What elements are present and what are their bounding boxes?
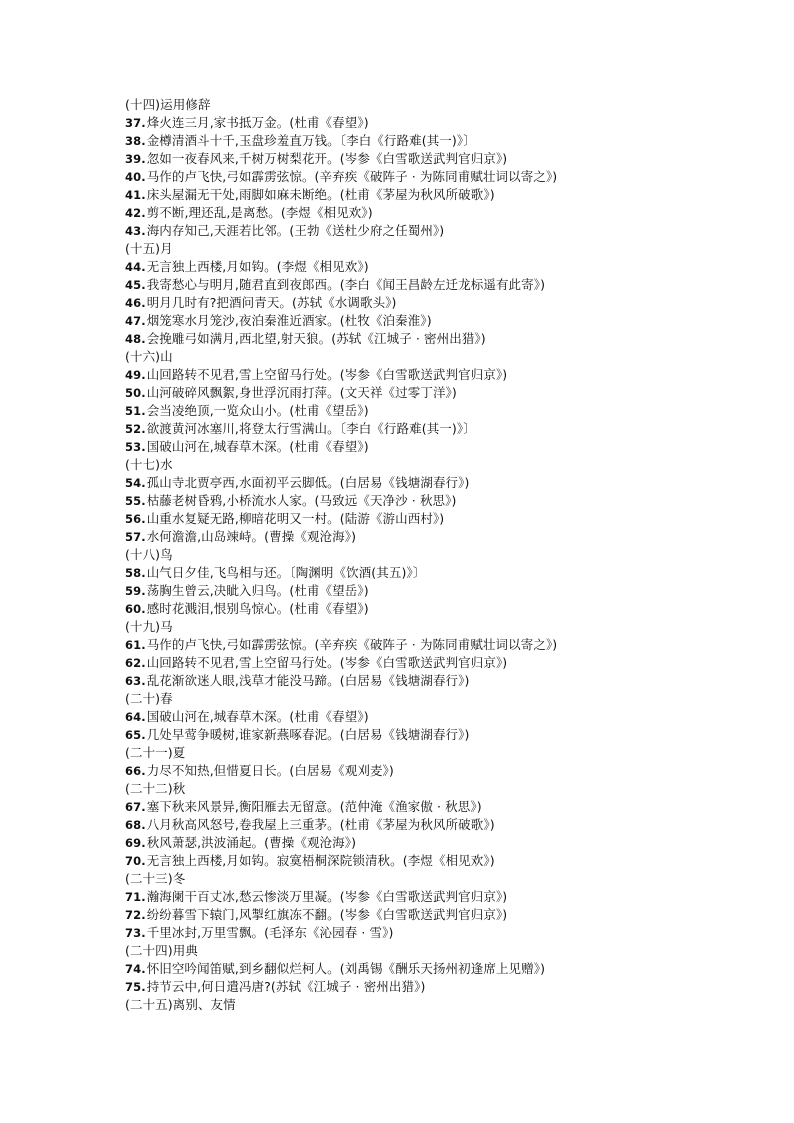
poem-line <box>125 438 765 456</box>
poem-line <box>125 258 765 276</box>
poem-line <box>125 906 765 924</box>
line-number: 57. <box>125 530 146 544</box>
section-heading: (二十)春 <box>125 691 173 706</box>
line-text: 欲渡黄河冰塞川,将登太行雪满山。〔李白《行路难(其一)》〕 <box>146 421 476 436</box>
poem-line <box>125 222 765 240</box>
poem-line <box>125 510 765 528</box>
poem-line <box>125 492 765 510</box>
line-number: 55. <box>125 494 146 508</box>
line-text: 烽火连三月,家书抵万金。(杜甫《春望》) <box>146 115 369 130</box>
line-number: 52. <box>125 422 146 436</box>
line-text: 床头屋漏无干处,雨脚如麻未断绝。(杜甫《茅屋为秋风所破歌》) <box>146 187 495 202</box>
poem-line <box>125 564 765 582</box>
line-number: 59. <box>125 584 146 598</box>
poem-line <box>125 366 765 384</box>
line-text: 持节云中,何日遣冯唐?(苏轼《江城子 · 密州出猎》) <box>146 979 426 994</box>
line-number: 66. <box>125 764 146 778</box>
poem-line <box>125 888 765 906</box>
line-number: 72. <box>125 908 146 922</box>
line-text: 会当凌绝顶,一览众山小。(杜甫《望岳》) <box>146 403 369 418</box>
poem-line <box>125 114 765 132</box>
line-number: 43. <box>125 224 146 238</box>
poem-line <box>125 672 765 690</box>
line-number: 74. <box>125 962 146 976</box>
line-text: 烟笼寒水月笼沙,夜泊秦淮近酒家。(杜牧《泊秦淮》) <box>146 313 432 328</box>
line-number: 71. <box>125 890 146 904</box>
poem-line <box>125 186 765 204</box>
line-text: 海内存知己,天涯若比邻。(王勃《送杜少府之任蜀州》) <box>146 223 445 238</box>
line-text: 山河破碎风飘絮,身世浮沉雨打萍。(文天祥《过零丁洋》) <box>146 385 457 400</box>
line-text: 明月几时有?把酒问青天。(苏轼《水调歌头》) <box>146 295 397 310</box>
line-number: 42. <box>125 206 146 220</box>
line-number: 47. <box>125 314 146 328</box>
poem-line <box>125 420 765 438</box>
line-number: 49. <box>125 368 146 382</box>
line-number: 68. <box>125 818 146 832</box>
line-number: 63. <box>125 674 146 688</box>
section-heading: (二十三)冬 <box>125 871 186 886</box>
poem-line <box>125 924 765 942</box>
line-number: 70. <box>125 854 146 868</box>
poem-line <box>125 276 765 294</box>
section-heading: (二十五)离别、友情 <box>125 997 236 1012</box>
line-number: 53. <box>125 440 146 454</box>
line-number: 46. <box>125 296 146 310</box>
section-heading: (十五)月 <box>125 241 173 256</box>
section-heading: (十七)水 <box>125 457 173 472</box>
line-number: 61. <box>125 638 146 652</box>
line-text: 千里冰封,万里雪飘。(毛泽东《沁园春 · 雪》) <box>146 925 394 940</box>
line-number: 56. <box>125 512 146 526</box>
line-text: 山回路转不见君,雪上空留马行处。(岑参《白雪歌送武判官归京》) <box>146 367 508 382</box>
line-text: 马作的卢飞快,弓如霹雳弦惊。(辛弃疾《破阵子 · 为陈同甫赋壮词以寄之》) <box>146 169 558 184</box>
poem-line <box>125 600 765 618</box>
line-number: 73. <box>125 926 146 940</box>
line-text: 瀚海阑干百丈冰,愁云惨淡万里凝。(岑参《白雪歌送武判官归京》) <box>146 889 508 904</box>
line-number: 37. <box>125 116 146 130</box>
line-number: 50. <box>125 386 146 400</box>
line-text: 国破山河在,城春草木深。(杜甫《春望》) <box>146 439 369 454</box>
line-number: 38. <box>125 134 146 148</box>
line-text: 无言独上西楼,月如钩。(李煜《相见欢》) <box>146 259 369 274</box>
line-number: 44. <box>125 260 146 274</box>
line-text: 马作的卢飞快,弓如霹雳弦惊。(辛弃疾《破阵子 · 为陈同甫赋壮词以寄之》) <box>146 637 558 652</box>
poem-line <box>125 294 765 312</box>
poem-line <box>125 204 765 222</box>
line-text: 水何澹澹,山岛竦峙。(曹操《观沧海》) <box>146 529 357 544</box>
line-text: 塞下秋来风景异,衡阳雁去无留意。(范仲淹《渔家傲 · 秋思》) <box>146 799 482 814</box>
poem-line <box>125 132 765 150</box>
poem-line <box>125 150 765 168</box>
poem-line <box>125 654 765 672</box>
line-text: 无言独上西楼,月如钩。寂寞梧桐深院锁清秋。(李煜《相见欢》) <box>146 853 495 868</box>
line-text: 山气日夕佳,飞鸟相与还。〔陶渊明《饮酒(其五)》〕 <box>146 565 426 580</box>
section-heading: (十九)马 <box>125 619 173 634</box>
poem-line <box>125 762 765 780</box>
line-text: 怀旧空吟闻笛赋,到乡翻似烂柯人。(刘禹锡《酬乐天扬州初逢席上见赠》) <box>146 961 546 976</box>
document-page <box>125 96 765 1014</box>
line-text: 忽如一夜春风来,千树万树梨花开。(岑参《白雪歌送武判官归京》) <box>146 151 508 166</box>
poem-line <box>125 726 765 744</box>
poem-line <box>125 636 765 654</box>
line-text: 山重水复疑无路,柳暗花明又一村。(陆游《游山西村》) <box>146 511 445 526</box>
poem-line <box>125 402 765 420</box>
line-number: 48. <box>125 332 146 346</box>
line-text: 秋风萧瑟,洪波涌起。(曹操《观沧海》) <box>146 835 357 850</box>
poem-line <box>125 834 765 852</box>
line-number: 65. <box>125 728 146 742</box>
poem-line <box>125 384 765 402</box>
poem-line <box>125 168 765 186</box>
line-number: 45. <box>125 278 146 292</box>
line-text: 感时花溅泪,恨别鸟惊心。(杜甫《春望》) <box>146 601 369 616</box>
poem-line <box>125 330 765 348</box>
line-text: 金樽清酒斗十千,玉盘珍羞直万钱。〔李白《行路难(其一)》〕 <box>146 133 476 148</box>
line-number: 62. <box>125 656 146 670</box>
line-text: 荡胸生曾云,决眦入归鸟。(杜甫《望岳》) <box>146 583 369 598</box>
section-heading: (十四)运用修辞 <box>125 97 211 112</box>
line-text: 会挽雕弓如满月,西北望,射天狼。(苏轼《江城子 · 密州出猎》) <box>146 331 486 346</box>
poem-line <box>125 852 765 870</box>
line-number: 75. <box>125 980 146 994</box>
line-text: 乱花渐欲迷人眼,浅草才能没马蹄。(白居易《钱塘湖春行》) <box>146 673 470 688</box>
poem-line <box>125 708 765 726</box>
line-text: 我寄愁心与明月,随君直到夜郎西。(李白《闻王昌龄左迁龙标遥有此寄》) <box>146 277 546 292</box>
line-text: 八月秋高风怒号,卷我屋上三重茅。(杜甫《茅屋为秋风所破歌》) <box>146 817 495 832</box>
section-heading: (二十二)秋 <box>125 781 186 796</box>
line-number: 69. <box>125 836 146 850</box>
poem-line <box>125 978 765 996</box>
poem-line <box>125 582 765 600</box>
line-text: 剪不断,理还乱,是离愁。(李煜《相见欢》) <box>146 205 373 220</box>
line-text: 力尽不知热,但惜夏日长。(白居易《观刈麦》) <box>146 763 394 778</box>
poem-list <box>125 96 765 1014</box>
line-number: 58. <box>125 566 146 580</box>
line-text: 山回路转不见君,雪上空留马行处。(岑参《白雪歌送武判官归京》) <box>146 655 508 670</box>
poem-line <box>125 816 765 834</box>
line-text: 纷纷暮雪下辕门,风掣红旗冻不翻。(岑参《白雪歌送武判官归京》) <box>146 907 508 922</box>
section-heading: (二十四)用典 <box>125 943 198 958</box>
line-text: 国破山河在,城春草木深。(杜甫《春望》) <box>146 709 369 724</box>
line-text: 枯藤老树昏鸦,小桥流水人家。(马致远《天净沙 · 秋思》) <box>146 493 457 508</box>
line-text: 几处早莺争暖树,谁家新燕啄春泥。(白居易《钱塘湖春行》) <box>146 727 470 742</box>
poem-line <box>125 798 765 816</box>
line-number: 64. <box>125 710 146 724</box>
poem-line <box>125 528 765 546</box>
poem-line <box>125 474 765 492</box>
line-number: 54. <box>125 476 146 490</box>
section-heading: (十八)鸟 <box>125 547 173 562</box>
line-number: 40. <box>125 170 146 184</box>
section-heading: (二十一)夏 <box>125 745 186 760</box>
line-number: 41. <box>125 188 146 202</box>
line-number: 51. <box>125 404 146 418</box>
line-number: 39. <box>125 152 146 166</box>
line-text: 孤山寺北贾亭西,水面初平云脚低。(白居易《钱塘湖春行》) <box>146 475 470 490</box>
line-number: 67. <box>125 800 146 814</box>
section-heading: (十六)山 <box>125 349 173 364</box>
line-number: 60. <box>125 602 146 616</box>
poem-line <box>125 960 765 978</box>
poem-line <box>125 312 765 330</box>
